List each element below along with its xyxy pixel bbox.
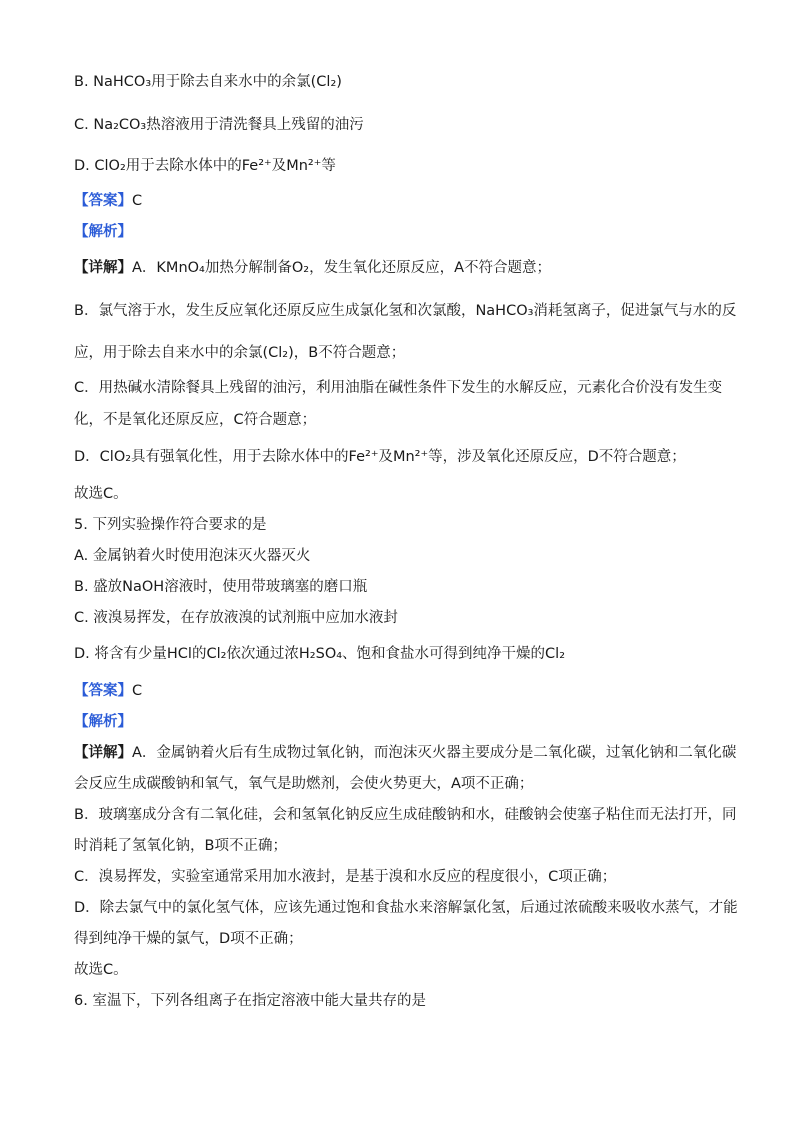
question-5-stem: 5. 下列实验操作符合要求的是 [74, 517, 267, 533]
q5-answer-value: C [132, 683, 143, 699]
detail-a [74, 258, 551, 278]
answer-label: 【答案】 [74, 193, 132, 209]
analysis-label [74, 222, 132, 242]
option-c: C. Na₂CO₃热溶液用于清洗餐具上残留的油污 [74, 117, 364, 133]
option-b: B. NaHCO₃用于除去自来水中的余氯(Cl₂) [74, 74, 342, 90]
q5-detail-a-line2: 会反应生成碳酸钠和氧气，氧气是助燃剂，会使火势更大，A项不正确； [74, 776, 534, 792]
q5-detail-d-line1: D．除去氯气中的氯化氢气体，应该先通过饱和食盐水来溶解氯化氢，后通过浓硫酸来吸收水蒸气，才能 [74, 900, 738, 916]
answer-line [74, 191, 142, 211]
detail-c-line2: 化，不是氧化还原反应，C符合题意； [74, 412, 317, 428]
detail-b-line1: B．氯气溶于水，发生反应氧化还原反应生成氯化氢和次氯酸，NaHCO₃消耗氢离子，促进氯气与水的反 [74, 303, 737, 319]
q5-detail-a-line1 [74, 743, 736, 763]
analysis-label-text: 【解析】 [74, 224, 132, 240]
detail-b-line2: 应，用于除去自来水中的余氯(Cl₂)，B不符合题意； [74, 345, 406, 361]
q5-detail-d-line2: 得到纯净干燥的氯气，D项不正确； [74, 931, 303, 947]
detail-label: 【详解】 [74, 260, 132, 276]
question-6-stem: 6. 室温下，下列各组离子在指定溶液中能大量共存的是 [74, 993, 426, 1009]
q5-option-d: D. 将含有少量HCl的Cl₂依次通过浓H₂SO₄、饱和食盐水可得到纯净干燥的Cl₂ [74, 646, 566, 662]
detail-a-text: A．KMnO₄加热分解制备O₂，发生氧化还原反应，A不符合题意； [132, 260, 551, 276]
q5-answer-line [74, 681, 142, 701]
q5-analysis-label-text: 【解析】 [74, 714, 132, 730]
q5-detail-label: 【详解】 [74, 745, 132, 761]
detail-c-line1: C．用热碱水清除餐具上残留的油污，利用油脂在碱性条件下发生的水解反应，元素化合价没有发生变 [74, 380, 723, 396]
q5-option-a: A. 金属钠着火时使用泡沫灭火器灭火 [74, 548, 311, 564]
q5-detail-c: C．溴易挥发，实验室通常采用加水液封，是基于溴和水反应的程度很小，C项正确； [74, 869, 617, 885]
detail-d: D．ClO₂具有强氧化性，用于去除水体中的Fe²⁺及Mn²⁺等，涉及氧化还原反应，D不符合题意； [74, 449, 686, 465]
q5-analysis-label [74, 712, 132, 732]
q5-detail-b-line2: 时消耗了氢氧化钠，B项不正确； [74, 838, 287, 854]
q5-option-c: C. 液溴易挥发，在存放液溴的试剂瓶中应加水液封 [74, 610, 398, 626]
q5-option-b: B. 盛放NaOH溶液时，使用带玻璃塞的磨口瓶 [74, 579, 368, 595]
q5-answer-label: 【答案】 [74, 683, 132, 699]
conclusion: 故选C。 [74, 486, 128, 502]
option-d: D. ClO₂用于去除水体中的Fe²⁺及Mn²⁺等 [74, 158, 336, 174]
answer-value: C [132, 193, 143, 209]
q5-detail-a-text: A．金属钠着火后有生成物过氧化钠，而泡沫灭火器主要成分是二氧化碳，过氧化钠和二氧化碳 [132, 745, 737, 761]
q5-conclusion: 故选C。 [74, 962, 128, 978]
q5-detail-b-line1: B．玻璃塞成分含有二氧化硅，会和氢氧化钠反应生成硅酸钠和水，硅酸钠会使塞子粘住而无法打开，同 [74, 807, 737, 823]
